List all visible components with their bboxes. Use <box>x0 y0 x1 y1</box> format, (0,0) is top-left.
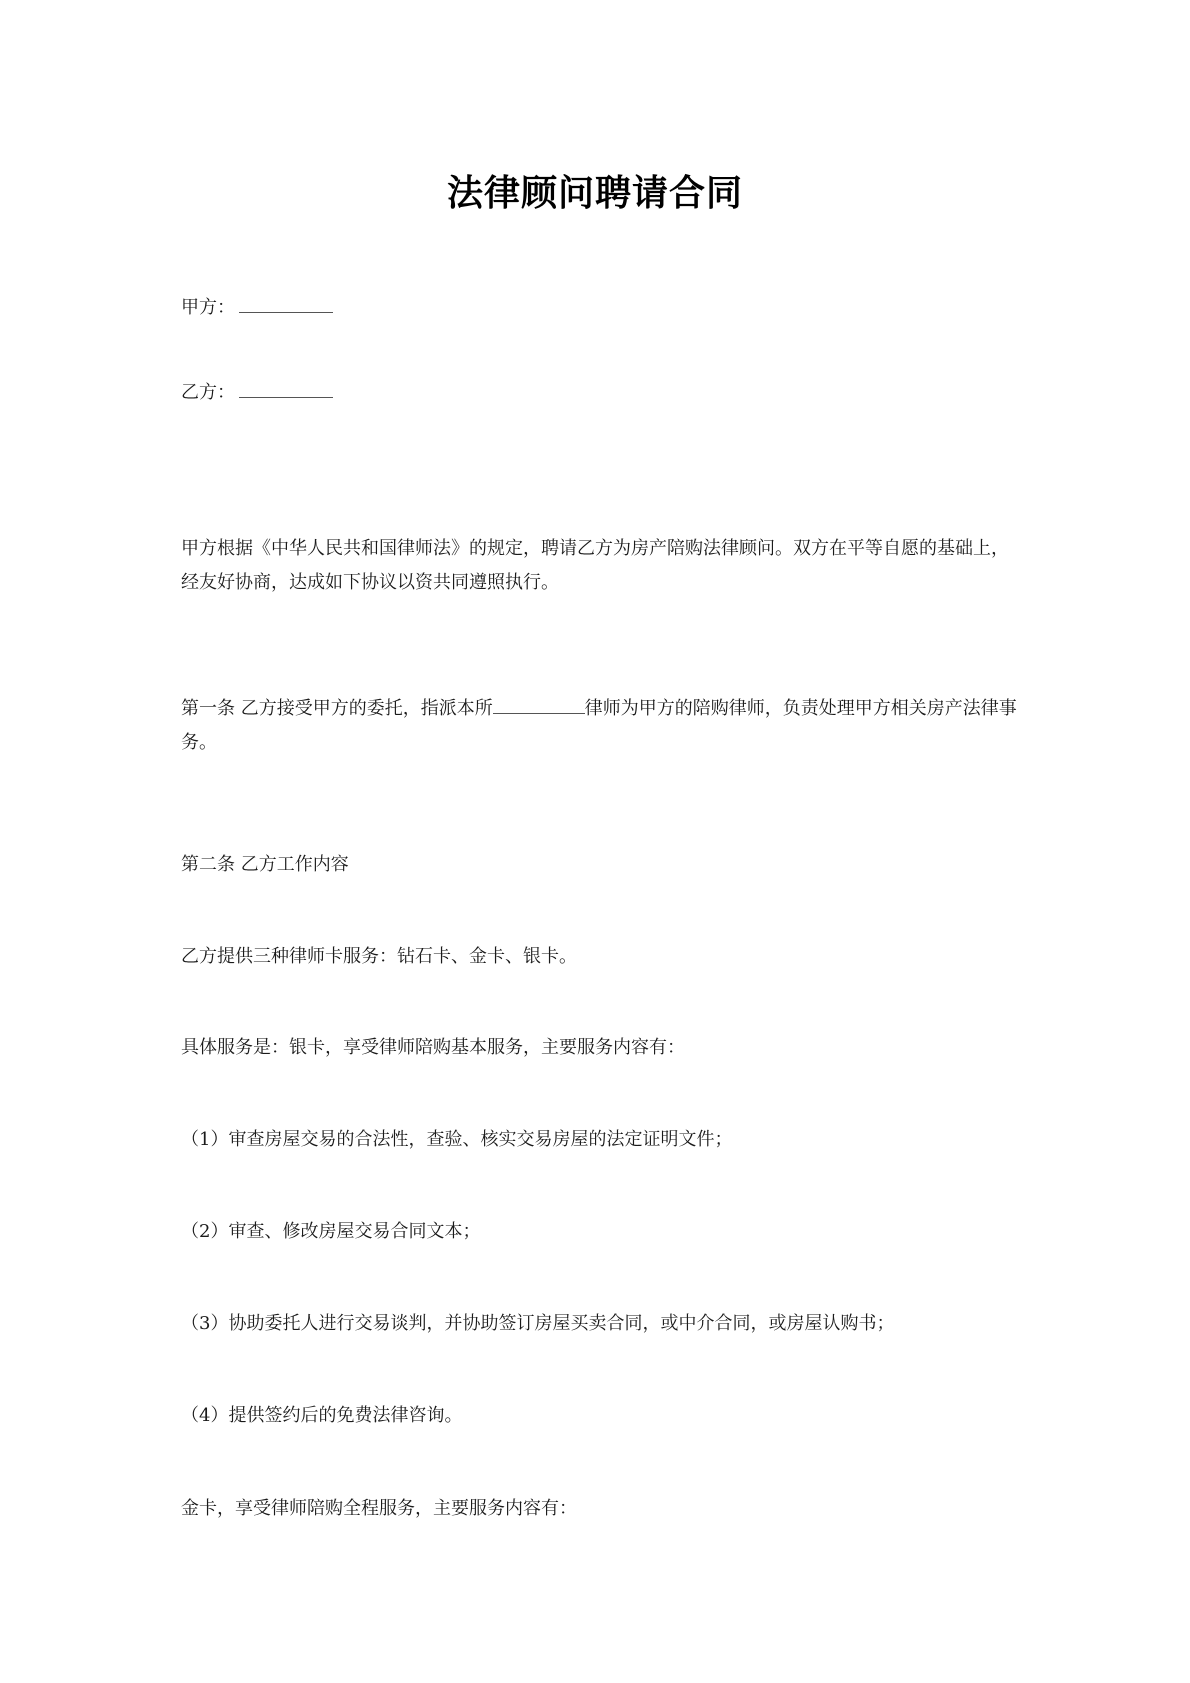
silver-item-4: （4）提供签约后的免费法律咨询。 <box>181 1405 463 1426</box>
article-1-paragraph <box>181 692 1021 760</box>
silver-item-2: （2）审查、修改房屋交易合同文本； <box>181 1221 481 1242</box>
article-2-heading: 第二条 乙方工作内容 <box>181 854 349 875</box>
lawyer-name-blank[interactable] <box>493 693 585 714</box>
party-a-label: 甲方： <box>181 297 235 318</box>
preamble-paragraph: 甲方根据《中华人民共和国律师法》的规定，聘请乙方为房产陪购法律顾问。双方在平等自愿的基础上，经友好协商，达成如下协议以资共同遵照执行。 <box>181 538 1009 593</box>
party-b-label: 乙方： <box>181 382 235 403</box>
article-1-text-after: 律师为甲方的陪购律师，负责处理甲方相关房产法律事务。 <box>181 698 1017 753</box>
party-b-line <box>181 376 333 410</box>
party-a-blank[interactable] <box>239 292 333 313</box>
silver-item-1: （1）审查房屋交易的合法性，查验、核实交易房屋的法定证明文件； <box>181 1129 733 1150</box>
card-types-paragraph: 乙方提供三种律师卡服务：钻石卡、金卡、银卡。 <box>181 946 577 967</box>
silver-card-intro: 具体服务是：银卡，享受律师陪购基本服务，主要服务内容有： <box>181 1037 685 1058</box>
party-a-line <box>181 291 333 325</box>
document-title: 法律顾问聘请合同 <box>446 172 743 214</box>
party-b-blank[interactable] <box>239 377 333 398</box>
article-1-text-before: 第一条 乙方接受甲方的委托，指派本所 <box>181 698 493 719</box>
gold-card-intro: 金卡，享受律师陪购全程服务，主要服务内容有： <box>181 1498 577 1519</box>
silver-item-3: （3）协助委托人进行交易谈判，并协助签订房屋买卖合同，或中介合同，或房屋认购书； <box>181 1313 895 1334</box>
